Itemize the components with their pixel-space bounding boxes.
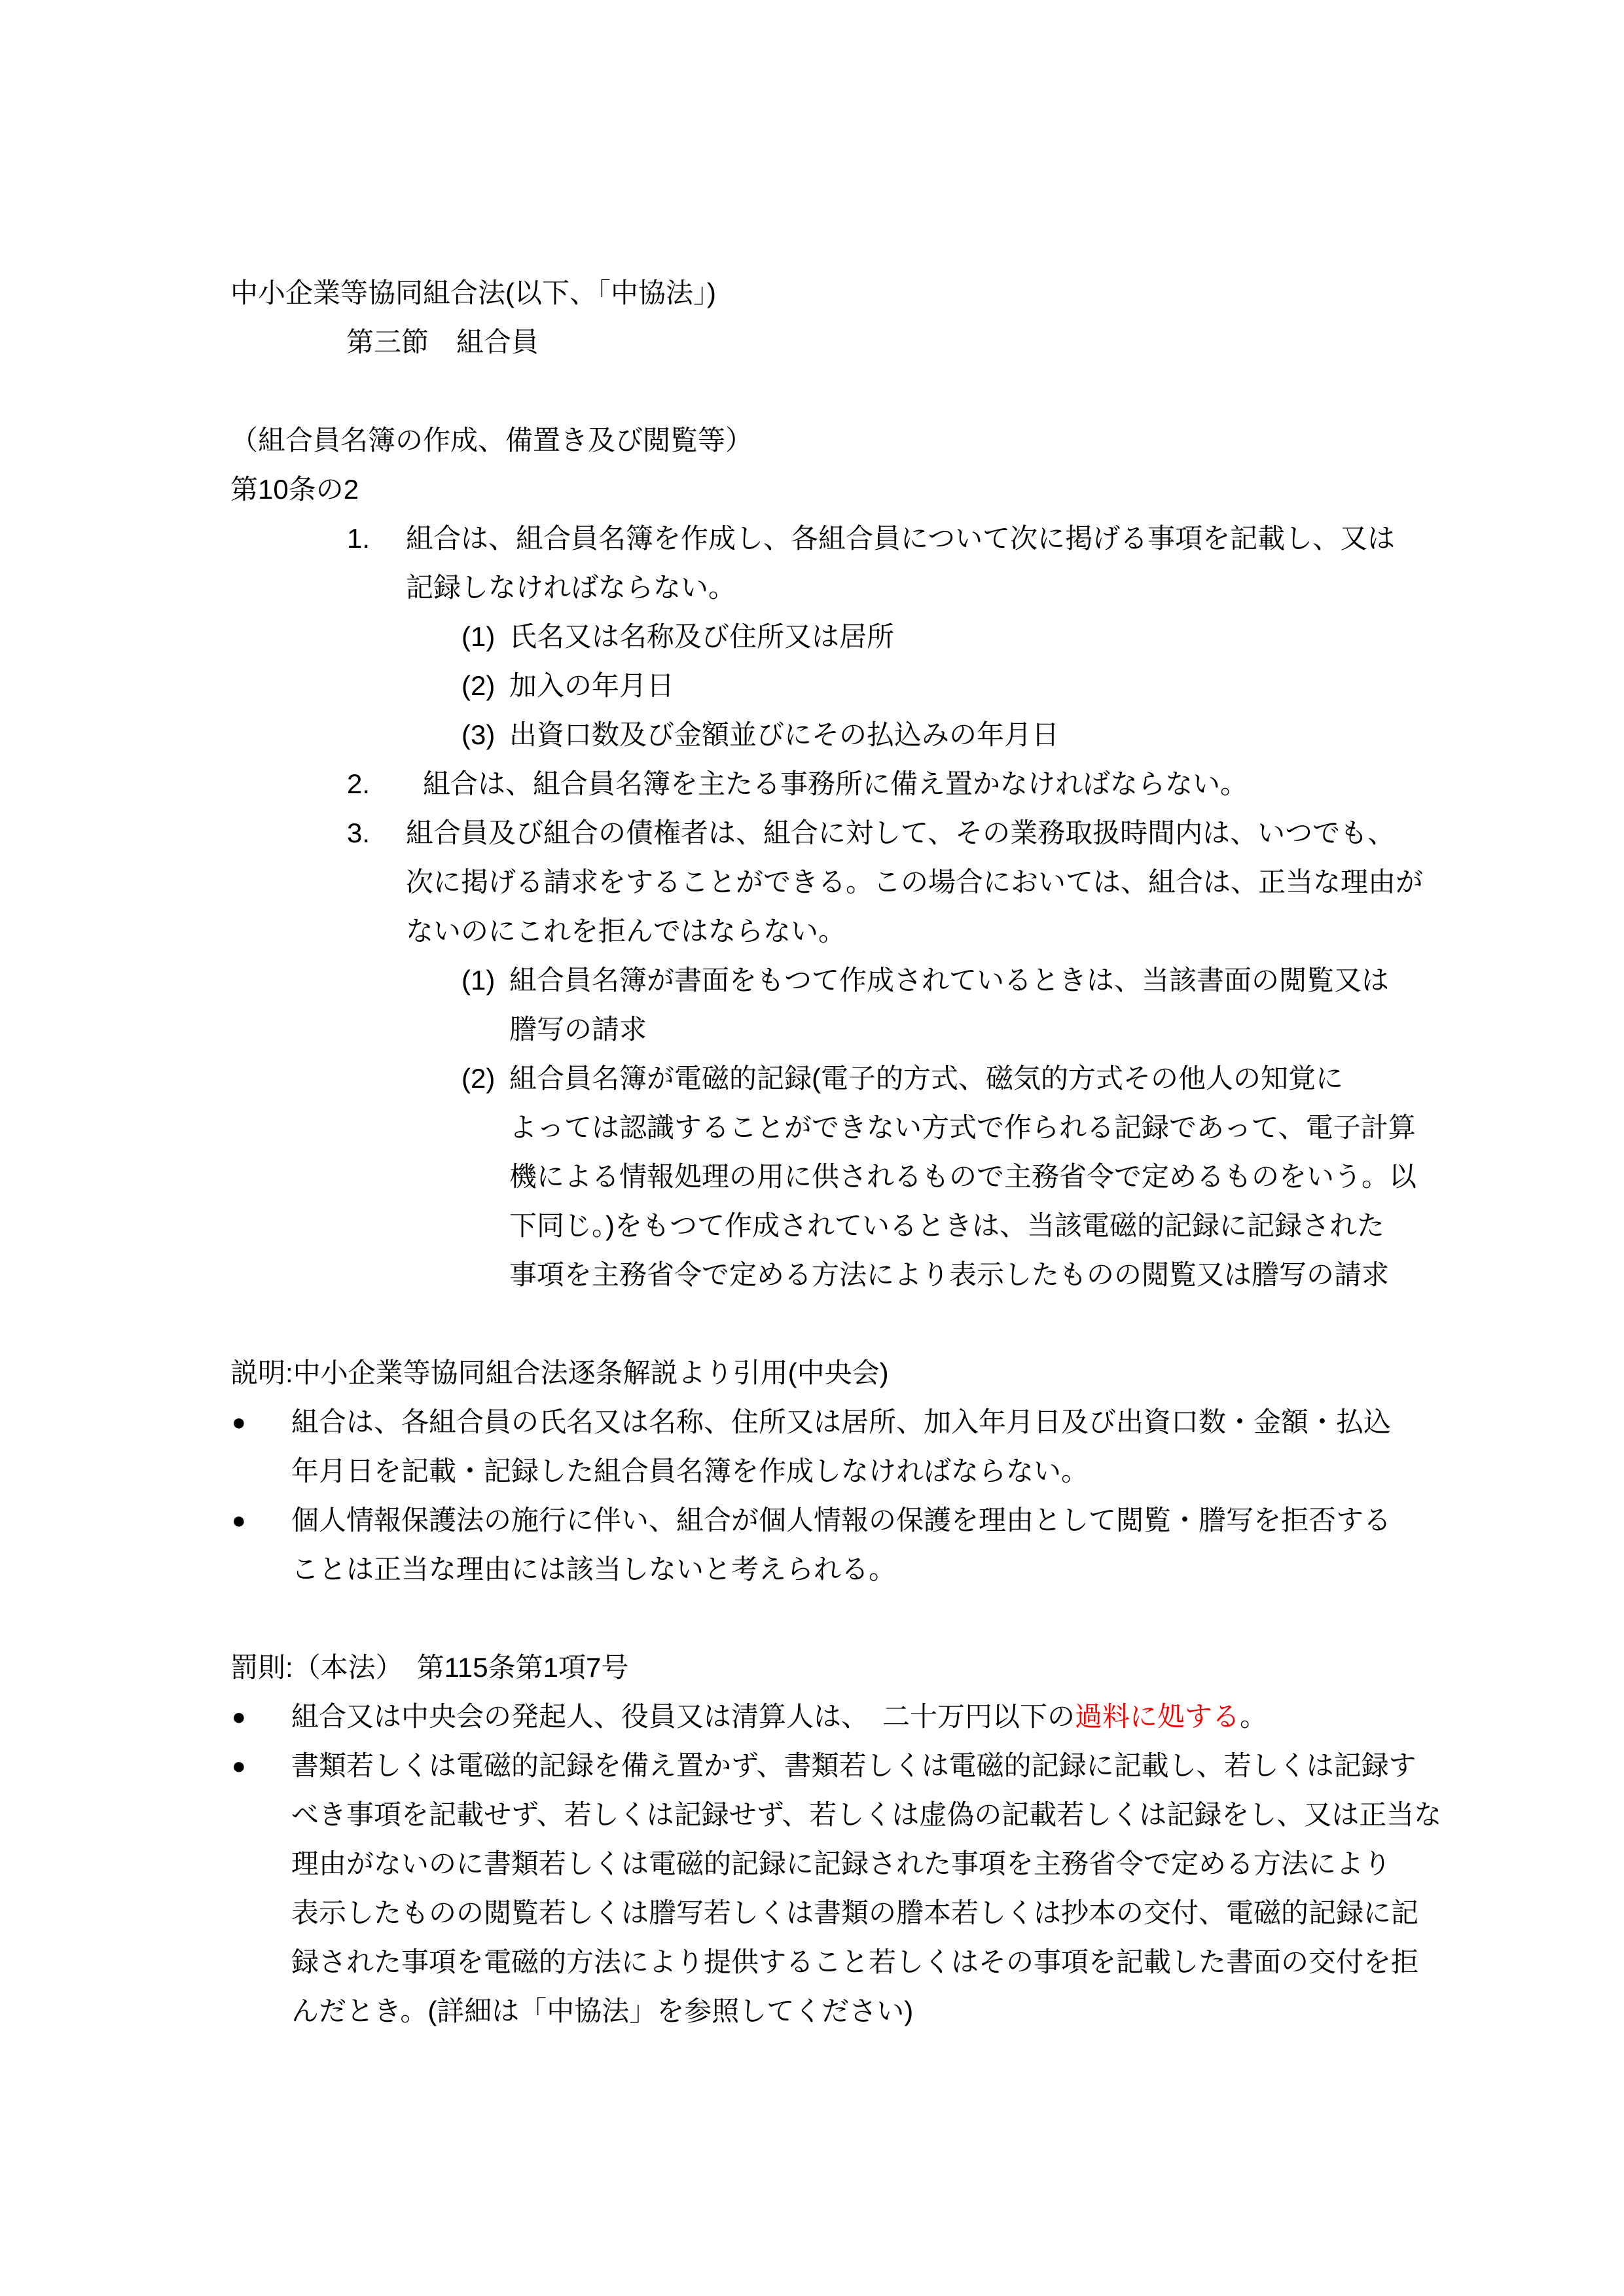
list-item-text: 組合は、組合員名簿を主たる事務所に備え置かなければならない。	[423, 768, 1248, 799]
penalty-bullet-2-cont	[230, 1888, 1428, 1937]
blank-line	[230, 1594, 1428, 1643]
list-number: 1.	[347, 523, 370, 554]
sub-item-text: 組合員名簿が電磁的記録(電子的方式、磁気的方式その他人の知覚に	[509, 1063, 1343, 1094]
sub-item-number: (1)	[461, 621, 496, 652]
penalty-bullet-2-cont	[230, 1986, 1428, 2036]
list-item-text: 次に掲げる請求をすることができる。この場合においては、組合は、正当な理由が	[406, 867, 1424, 897]
explanation-bullet-2	[230, 1496, 1428, 1545]
list-item-text: 組合は、組合員名簿を作成し、各組合員について次に掲げる事項を記載し、又は	[406, 523, 1396, 554]
sub-item-text: 組合員名簿が書面をもつて作成されているときは、当該書面の閲覧又は	[509, 965, 1390, 996]
explanation-bullet-2-cont	[230, 1545, 1428, 1594]
sub-item-text: 氏名又は名称及び住所又は居所	[509, 621, 895, 652]
explanation-bullet-1-cont	[230, 1446, 1428, 1496]
sub-item-number: (2)	[461, 670, 496, 701]
blank-line	[230, 367, 1428, 416]
sub-item-3-2-cont	[230, 1103, 1428, 1152]
sub-item-3-2-cont	[230, 1250, 1428, 1299]
penalty-bullet-2-cont	[230, 1839, 1428, 1888]
bullet-text	[291, 1692, 1428, 1741]
bullet-text: 個人情報保護法の施行に伴い、組合が個人情報の保護を理由として閲覧・謄写を拒否する	[291, 1505, 1392, 1535]
bullet-text: 書類若しくは電磁的記録を備え置かず、書類若しくは電磁的記録に記載し、若しくは記録す	[291, 1750, 1416, 1781]
sub-item-number: (3)	[461, 719, 496, 750]
bullet-text: 理由がないのに書類若しくは電磁的記録に記録された事項を主務省令で定める方法により	[291, 1848, 1392, 1879]
sub-item-3-1	[230, 956, 1428, 1005]
article-number: 第10条の2	[230, 474, 359, 505]
sub-item-3-2-cont	[230, 1152, 1428, 1201]
bullet-text: んだとき。(詳細は「中協法」を参照してください)	[291, 1996, 914, 2026]
list-item-2	[230, 759, 1428, 808]
sub-item-number: (1)	[461, 965, 496, 996]
sub-item-text: 事項を主務省令で定める方法により表示したものの閲覧又は謄写の請求	[509, 1259, 1390, 1290]
bullet-icon: ●	[232, 1507, 246, 1534]
penalty-bullet-2-cont	[230, 1790, 1442, 1839]
sub-item-1-3	[230, 710, 1428, 759]
bullet-icon: ●	[232, 1752, 246, 1779]
list-item-3-cont	[230, 906, 1428, 956]
bullet-text: べき事項を記載せず、若しくは記録せず、若しくは虚偽の記載若しくは記録をし、又は正当な	[291, 1799, 1442, 1830]
bullet-text: 年月日を記載・記録した組合員名簿を作成しなければならない。	[291, 1456, 1089, 1486]
sub-item-text: 加入の年月日	[509, 670, 675, 701]
list-number: 3.	[347, 817, 370, 848]
sub-item-text: 謄写の請求	[509, 1014, 647, 1045]
explanation-heading: 説明:中小企業等協同組合法逐条解説より引用(中央会)	[230, 1357, 889, 1388]
penalty-bullet-2	[230, 1741, 1428, 1790]
sub-item-text: 出資口数及び金額並びにその払込みの年月日	[509, 719, 1060, 750]
bullet-text: 表示したものの閲覧若しくは謄写若しくは書類の謄本若しくは抄本の交付、電磁的記録に記	[291, 1897, 1419, 1928]
bullet-text: 録された事項を電磁的方法により提供すること若しくはその事項を記載した書面の交付を拒	[291, 1946, 1419, 1977]
penalty-heading: 罰則:（本法） 第115条第1項7号	[230, 1652, 629, 1683]
sub-item-text: よっては認識することができない方式で作られる記録であって、電子計算	[509, 1112, 1416, 1143]
sub-item-3-2-cont	[230, 1201, 1428, 1250]
list-item-text: 組合員及び組合の債権者は、組合に対して、その業務取扱時間内は、いつでも、	[406, 817, 1396, 848]
list-item-1-cont	[230, 563, 1428, 612]
bullet-icon: ●	[232, 1703, 246, 1730]
list-item-3	[230, 808, 1428, 857]
sub-item-1-1	[230, 612, 1428, 661]
list-number: 2.	[347, 768, 370, 799]
penalty-text-prefix: 組合又は中央会の発起人、役員又は清算人は、 二十万円以下の	[291, 1701, 1075, 1732]
bullet-text: ことは正当な理由には該当しないと考えられる。	[291, 1554, 897, 1585]
list-item-1	[230, 514, 1428, 563]
list-item-text: ないのにこれを拒んではならない。	[406, 916, 846, 946]
sub-item-3-2	[230, 1054, 1428, 1103]
explanation-bullet-1	[230, 1397, 1428, 1446]
article-caption: （組合員名簿の作成、備置き及び閲覧等）	[230, 425, 753, 456]
section-heading: 第三節 組合員	[346, 327, 539, 357]
list-item-text: 記録しなければならない。	[406, 572, 736, 603]
sub-item-text: 機による情報処理の用に供されるもので主務省令で定めるものをいう。以	[509, 1161, 1417, 1192]
law-title: 中小企業等協同組合法(以下、「中協法」)	[230, 278, 716, 308]
bullet-text: 組合は、各組合員の氏名又は名称、住所又は居所、加入年月日及び出資口数・金額・払込	[291, 1407, 1392, 1437]
sub-item-text: 下同じ。)をもつて作成されているときは、当該電磁的記録に記録された	[509, 1210, 1384, 1241]
document-content	[230, 268, 1442, 2036]
penalty-bullet-2-cont	[230, 1937, 1428, 1986]
penalty-highlight-red: 過料に処する	[1075, 1701, 1240, 1732]
penalty-text-suffix: 。	[1240, 1701, 1268, 1732]
bullet-icon: ●	[232, 1408, 246, 1435]
sub-item-1-2	[230, 661, 1428, 710]
blank-line	[230, 1299, 1428, 1348]
sub-item-3-1-cont	[230, 1005, 1428, 1054]
sub-item-number: (2)	[461, 1063, 496, 1094]
list-item-3-cont	[230, 857, 1428, 906]
penalty-bullet-1	[230, 1692, 1428, 1741]
